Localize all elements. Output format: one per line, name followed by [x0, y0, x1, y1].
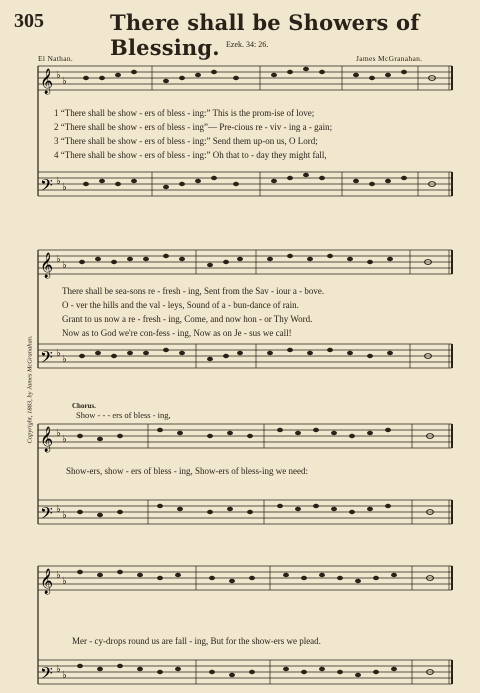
verse-2-line-1: 2 “There shall be show - ers of bless - ing”— Pre-cious re - viv - ing a - gain;: [54, 122, 333, 132]
copyright-notice: Copyright, 1883, by James McGranahan.: [26, 335, 34, 444]
svg-text:♭: ♭: [56, 70, 61, 81]
svg-text:♭: ♭: [56, 176, 61, 187]
svg-text:𝄢: 𝄢: [40, 177, 53, 199]
music-system-1: [0, 60, 480, 210]
music-system-3: [0, 418, 480, 536]
verse-3-line-1: 3 “There shall be show - ers of bless - ing:” Send them up-on us, O Lord;: [54, 136, 318, 146]
verse-2-line-2: O - ver the hills and the val - leys, Sound of a - bun-dance of rain.: [62, 300, 299, 310]
svg-text:♭: ♭: [62, 76, 67, 87]
music-system-4: [0, 560, 480, 693]
scripture-reference: Ezek. 34: 26.: [226, 40, 269, 49]
svg-text:♭: ♭: [56, 428, 61, 439]
svg-text:♭: ♭: [56, 348, 61, 359]
svg-text:𝄢: 𝄢: [40, 349, 53, 371]
svg-text:♭: ♭: [62, 434, 67, 445]
svg-text:𝄢: 𝄢: [40, 505, 53, 527]
svg-text:♭: ♭: [56, 570, 61, 581]
svg-text:♭: ♭: [62, 510, 67, 521]
svg-text:𝄢: 𝄢: [40, 665, 53, 687]
svg-text:♭: ♭: [62, 354, 67, 365]
svg-text:𝄞: 𝄞: [40, 252, 54, 277]
svg-text:♭: ♭: [62, 670, 67, 681]
svg-text:𝄞: 𝄞: [40, 568, 54, 593]
svg-text:♭: ♭: [62, 576, 67, 587]
hymn-title: There shall be Showers of Blessing.: [110, 10, 420, 60]
chorus-label: Chorus.: [72, 402, 96, 410]
svg-text:♭: ♭: [56, 664, 61, 675]
chorus-line-1: Show-ers, show - ers of bless - ing, Show-ers of bless-ing we need:: [66, 466, 308, 476]
hymn-number: 305: [14, 10, 44, 32]
svg-text:♭: ♭: [62, 182, 67, 193]
chorus-line-2: Mer - cy-drops round us are fall - ing, But for the show-ers we plead.: [72, 636, 321, 646]
verse-4-line-1: 4 “There shall be show - ers of bless - ing:” Oh that to - day they might fall,: [54, 150, 327, 160]
verse-1-line-1: 1 “There shall be show - ers of bless - ing:” This is the prom-ise of love;: [54, 108, 315, 118]
svg-text:𝄞: 𝄞: [40, 68, 54, 93]
chorus-alto-line: Show - - - ers of bless - ing,: [76, 410, 171, 420]
composer: James McGranahan.: [356, 54, 423, 63]
lyricist: El Nathan.: [38, 54, 74, 63]
verse-1-line-2: There shall be sea-sons re - fresh - ing, Sent from the Sav - iour a - bove.: [62, 286, 325, 296]
verse-3-line-2: Grant to us now a re - fresh - ing, Come, and now hon - or Thy Word.: [62, 314, 313, 324]
svg-text:♭: ♭: [56, 254, 61, 265]
svg-text:♭: ♭: [62, 260, 67, 271]
svg-text:♭: ♭: [56, 504, 61, 515]
svg-text:𝄞: 𝄞: [40, 426, 54, 451]
verse-4-line-2: Now as to God we're con-fess - ing, Now as on Je - sus we call!: [62, 328, 292, 338]
